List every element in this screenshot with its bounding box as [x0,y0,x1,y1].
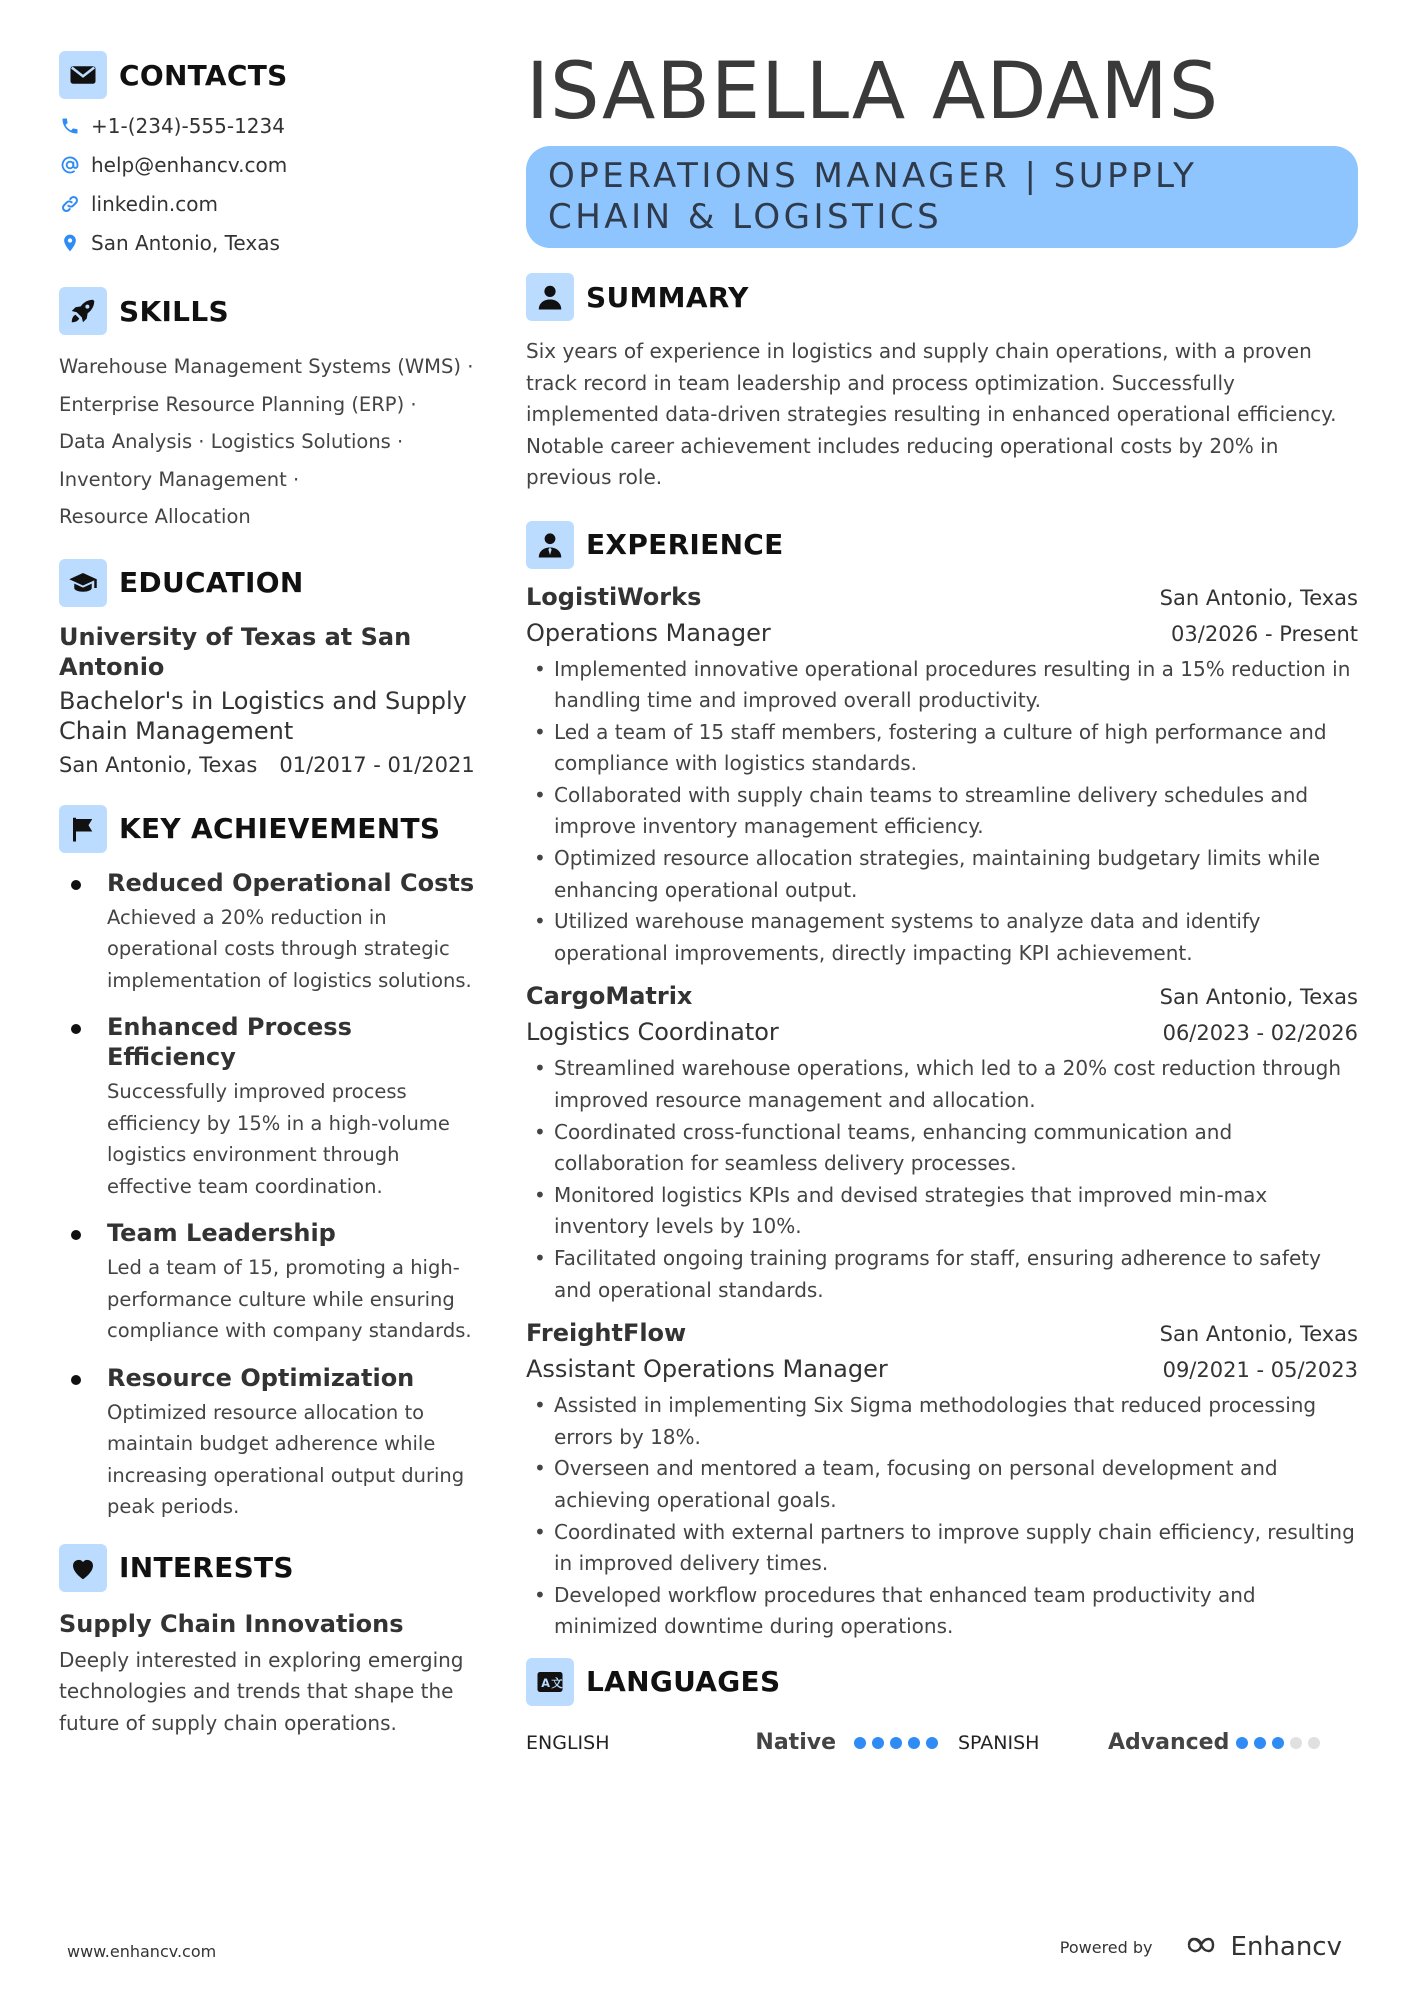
interests-title: INTERESTS [119,1551,294,1584]
rating-dot [926,1737,938,1749]
job-bullet: • Coordinated cross-functional teams, enhancing communication and collaboration for seamless delivery processes. [526,1117,1358,1180]
footer-powered[interactable] [1060,1932,1342,1962]
job-bullet: • Developed workflow procedures that enhanced team productivity and minimized downtime during operations. [526,1580,1358,1643]
envelope-icon [59,51,107,99]
user-icon [526,273,574,321]
achievement-title: Reduced Operational Costs [107,868,475,897]
phone-icon [59,115,81,137]
job-entry [526,979,1358,1306]
achievement-desc: Achieved a 20% reduction in operational costs through strategic implementation of logistics solutions. [107,905,472,992]
job-company: LogistiWorks [526,582,702,611]
translate-icon [526,1658,574,1706]
job-bullet: • Led a team of 15 staff members, fostering a culture of high performance and compliance with logistics standards. [526,717,1358,780]
summary-header [526,272,1358,322]
education-school: University of Texas at San Antonio [59,622,412,681]
powered-by-label: Powered by [1059,1937,1153,1957]
bullet-icon [71,1375,81,1385]
contact-phone[interactable] [59,106,489,145]
education-meta [59,750,489,780]
job-bullet: • Optimized resource allocation strategies, maintaining budgetary limits while enhancing operational output. [526,843,1358,906]
contact-linkedin-text: linkedin.com [91,191,218,216]
experience-header [526,520,1358,570]
language-name: SPANISH [958,1731,1040,1754]
rating-dot [1236,1737,1248,1749]
job-role: Assistant Operations Manager [526,1355,888,1384]
education-header [59,558,489,608]
job-entry [526,1316,1358,1643]
enhancv-logo-icon [1179,1933,1223,1961]
achievement-title: Team Leadership [107,1219,336,1247]
location-icon [59,232,81,254]
achievement-item [59,1218,489,1347]
language-item [526,1730,958,1755]
job-dates: 06/2023 - 02/2026 [1162,1021,1358,1046]
rating-dot [854,1737,866,1749]
job-bullets [526,654,1358,970]
rating-dot [1272,1737,1284,1749]
job-dates: 09/2021 - 05/2023 [1162,1358,1358,1383]
job-location: San Antonio, Texas [1159,1322,1358,1347]
job-bullet: • Monitored logistics KPIs and devised strategies that improved min-max inventory levels by 10%. [526,1180,1358,1243]
language-item [958,1730,1358,1755]
summary-text: Six years of experience in logistics and supply chain operations, with a proven track record in team leadership and process optimization. Successfully implemented data-driven strategies resulting in enhanced operational efficiency. Notable career achievement includes reducing operational costs by 20% in previous role. [526,339,1337,489]
flag-icon [59,805,107,853]
experience-title: EXPERIENCE [586,528,784,561]
bullet-icon [71,1230,81,1240]
interest-title: Supply Chain Innovations [59,1609,404,1638]
skill-line: Enterprise Resource Planning (ERP) · [59,392,417,416]
achievements-list [59,868,489,1523]
footer-brand: Enhancv [1230,1932,1342,1962]
rating-dot [1308,1737,1320,1749]
job-role: Operations Manager [526,618,771,647]
rating-dot [872,1737,884,1749]
achievement-item [59,1363,489,1523]
job-bullet: • Overseen and mentored a team, focusing on personal development and achieving operational goals. [526,1453,1358,1516]
link-icon [59,193,81,215]
languages-title: LANGUAGES [586,1665,781,1699]
job-bullet: • Facilitated ongoing training programs for staff, ensuring adherence to safety and operational standards. [526,1243,1358,1306]
skills-list [59,348,489,536]
achievement-desc: Optimized resource allocation to maintain budget adherence while increasing operational output during peak periods. [107,1400,465,1518]
interests-header [59,1543,489,1593]
rating-dot [1254,1737,1266,1749]
job-bullet: • Implemented innovative operational procedures resulting in a 15% reduction in handling time and improved overall productivity. [526,654,1358,717]
contact-phone-text: +1-(234)-555-1234 [91,113,285,138]
education-degree: Bachelor's in Logistics and Supply Chain Management [59,686,467,745]
candidate-title: OPERATIONS MANAGER | SUPPLY CHAIN & LOGISTICS [526,146,1358,248]
achievements-header [59,804,489,854]
job-bullets [526,1053,1358,1306]
rating-dot [908,1737,920,1749]
achievement-item [59,1012,489,1202]
language-name: ENGLISH [526,1731,610,1754]
education-location: San Antonio, Texas [59,752,258,777]
job-bullet: • Coordinated with external partners to improve supply chain efficiency, resulting in improved delivery times. [526,1517,1358,1580]
job-company: FreightFlow [526,1319,687,1348]
svg-text:A: A [541,1676,550,1690]
achievement-title: Resource Optimization [107,1363,415,1392]
language-level: Native [755,1730,836,1756]
footer-website[interactable]: www.enhancv.com [67,1942,217,1961]
summary-title: SUMMARY [586,280,749,314]
job-bullet: • Assisted in implementing Six Sigma methodologies that reduced processing errors by 18%. [526,1390,1358,1453]
achievements-title: KEY ACHIEVEMENTS [119,812,441,845]
job-bullet: • Collaborated with supply chain teams to streamline delivery schedules and improve inventory management efficiency. [526,780,1358,843]
at-icon [59,154,81,176]
education-entry [59,622,489,780]
svg-text:文: 文 [551,1676,563,1690]
education-dates: 01/2017 - 01/2021 [279,752,475,777]
right-column [526,47,1358,1763]
job-dates: 03/2026 - Present [1171,621,1358,646]
skill-line: Data Analysis · Logistics Solutions · [59,430,404,453]
achievement-desc: Successfully improved process efficiency by 15% in a high-volume logistics environment through effective team coordination. [107,1080,450,1198]
contact-email[interactable] [59,145,489,184]
job-location: San Antonio, Texas [1159,985,1358,1010]
job-bullet: • Streamlined warehouse operations, which led to a 20% cost reduction through improved resource management and allocation. [526,1053,1358,1116]
language-level: Advanced [1108,1730,1230,1756]
achievement-desc: Led a team of 15, promoting a high-performance culture while ensuring compliance with company standards. [107,1256,472,1342]
experience-list [526,580,1358,1643]
contacts-header [59,50,489,100]
achievement-title: Enhanced Process Efficiency [107,1013,352,1071]
achievement-item [59,868,489,997]
contacts-title: CONTACTS [119,58,288,92]
graduation-cap-icon [59,559,107,607]
languages-header [526,1657,1358,1707]
skill-line: Resource Allocation [59,505,251,528]
bullet-icon [71,1024,81,1034]
skills-title: SKILLS [119,294,229,328]
left-column [59,50,489,1739]
interest-desc: Deeply interested in exploring emerging technologies and trends that shape the future of supply chain operations. [59,1647,464,1735]
job-role: Logistics Coordinator [526,1018,779,1047]
contact-linkedin[interactable] [59,184,489,223]
heart-icon [59,1544,107,1592]
skill-line: Warehouse Management Systems (WMS) · [59,355,474,378]
contact-location-text: San Antonio, Texas [91,230,280,255]
job-bullet: • Utilized warehouse management systems to analyze data and identify operational improvements, directly impacting KPI achievement. [526,906,1358,969]
interest-entry [59,1609,489,1740]
skills-header [59,286,489,336]
contacts-list [59,106,489,262]
rating-dot [890,1737,902,1749]
candidate-name: ISABELLA ADAMS [526,47,1220,137]
language-rating [854,1737,944,1749]
language-rating [1236,1737,1326,1749]
skill-line: Inventory Management · [59,467,300,491]
job-company: CargoMatrix [526,982,693,1011]
contact-email-text: help@enhancv.com [91,152,288,177]
bullet-icon [71,880,81,890]
user-tie-icon [526,521,574,569]
job-entry [526,580,1358,970]
education-title: EDUCATION [119,566,304,599]
rating-dot [1290,1737,1302,1749]
rocket-icon [59,287,107,335]
job-location: San Antonio, Texas [1159,585,1358,610]
job-bullets [526,1390,1358,1643]
languages-list [526,1723,1358,1763]
contact-location [59,223,489,262]
